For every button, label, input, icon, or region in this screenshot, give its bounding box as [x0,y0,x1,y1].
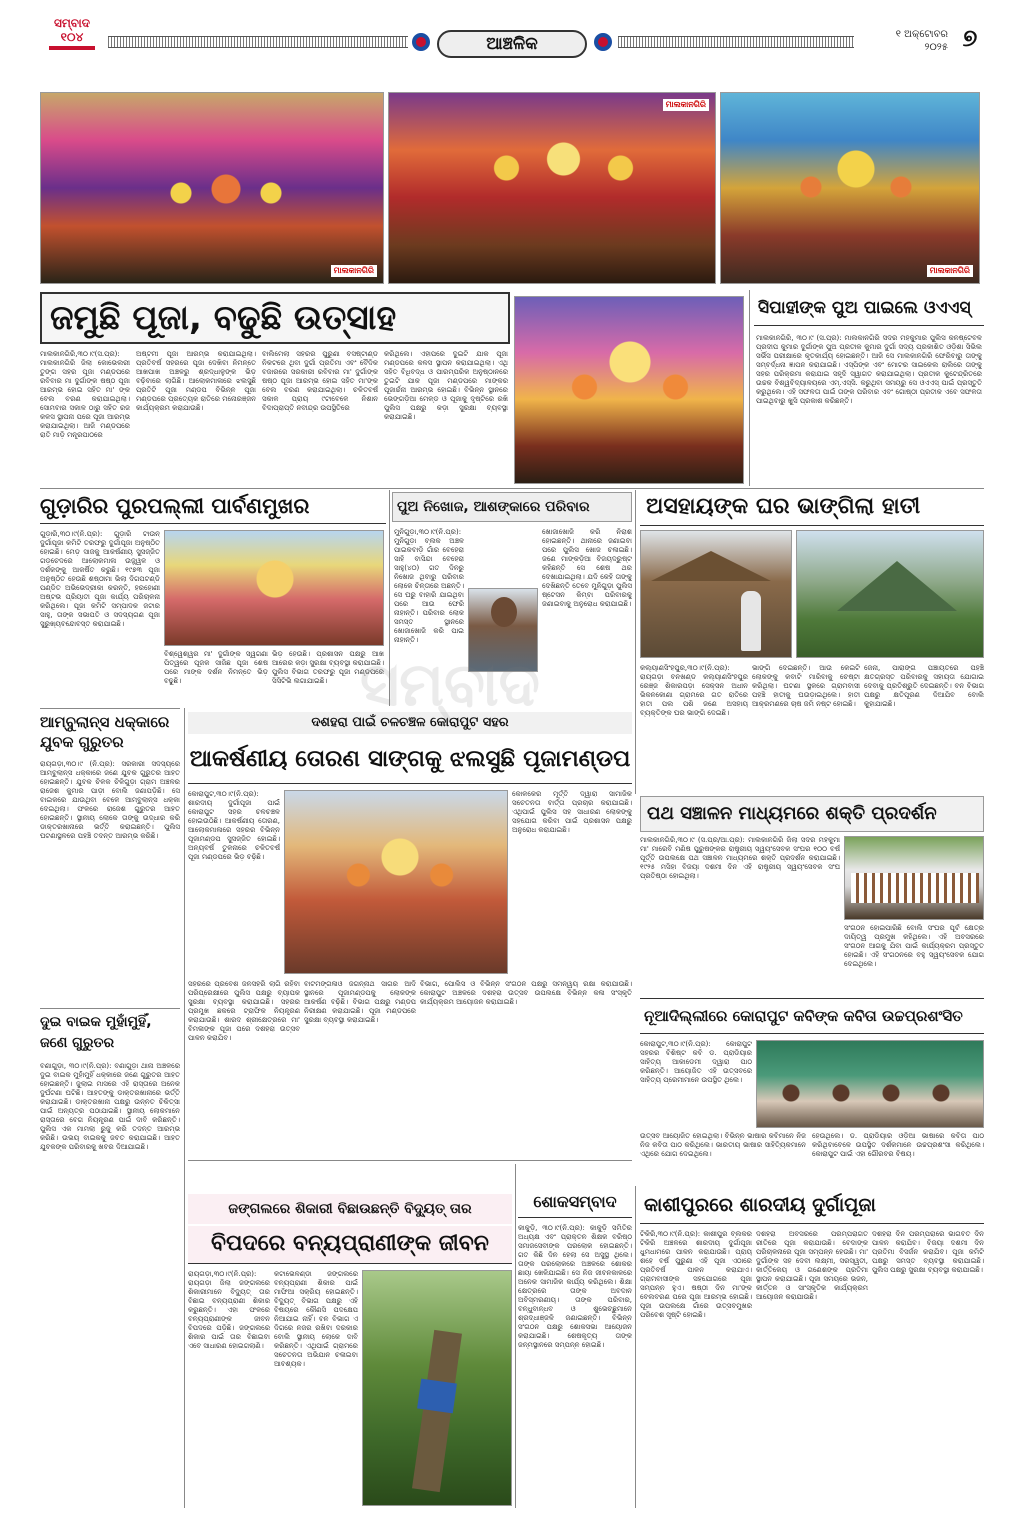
logo-text: ସମ୍ବାଦ ୧୦୪ [54,16,90,44]
photo-hills-forest [796,530,984,658]
lead-story-col-2: ଅଷ୍ଟମୀ ପୂଜା ଆରମ୍ଭ କରାଯାଇଥିଲା। ପ୍ରତିବର୍ଷ ସହରରେ ପୂଜା ଦେଖିବା ନିମନ୍ତେ ଆଖପାଖ ଅଞ୍ଚଳରୁ ଶ୍ରଦ୍ଧାଳୁଙ୍କ ଭିଡ଼ ବଢ଼ିବାରେ ଲାଗିଛି। ଆଲୋକମାଳାରେ ଝଲସୁଛି ପ୍ରତିଟି ପୂଜା ମଣ୍ଡପ ବିଭିନ୍ନ ପୂଜା ମଣ୍ଡପରେ ପ୍ରତେ୍ୟକ ରାତିରେ ମନୋରଞ୍ଜନ କାର୍ଯ୍ୟକ୍ରମ କରାଯାଉଛି। [136,350,256,412]
crowd-rows-icon [851,873,979,903]
idol-figures-2 [459,123,649,213]
ambulance-story-body: ରାୟଗଡ଼ା,୩୦।୯ (ନି.ପ୍ର): ସରକାରୀ ସଦସ୍ୟରେ ଆମ୍ବୁଲାନ୍ସ ଧକ୍କାରେ ଜଣେ ଯୁବକ ଗୁରୁତର ଆହତ ହୋଇଛନ୍ତି। ଯୁବକ ଚିଳକ ଚିଳିଗୁଡ଼ା ଗ୍ରାମ ଅଞ୍ଚଳର ରାଜେଶ କୁମାର ପାଡ଼ୀ ବୋଲି ଜଣାପଡ଼ିଛି। ସେ ବାଇକରେ ଯାଉଥିବା ବେଳେ ଆମ୍ବୁଲାନ୍ସ ଧକ୍କା ଦେଇଥିଲା। ଫଳରେ ରାଜେଶ ଗୁରୁତର ଆହତ ହୋଇଛନ୍ତି। ସ୍ଥାନୀୟ ଲୋକେ ତାଙ୍କୁ ଉଦ୍ଧାର କରି ଡାକ୍ତରଖାନାରେ ଭର୍ତ୍ତି କରାଇଛନ୍ତି। ପୁଲିସ ଘଟଣାସ୍ଥଳରେ ପହଞ୍ଚି ତଦନ୍ତ ଆରମ୍ଭ କରିଛି। [40,760,180,840]
missing-story-headline: ପୁଅ ନିଖୋଜ, ଆଶଙ୍କାରେ ପରିବାର [397,499,590,515]
photo-location-tag-3: ମାଲକାନଗିରି [927,265,973,277]
elephant-story-col-2: ଭାଙ୍ଗି ଦେଇଛନ୍ତି। ଆଉ କେଇଟି ଲୋକଙ୍କୁ କବାଟି ମାରିବାକୁ ଚେଷ୍ଟା କରିଥିଲା। ଘଟଣା ସ୍ଥଳରେ ଗ୍ରାମବାସୀ ପହଞ୍ଚି ହାତୀକୁ ଘଉଡ଼ାଇଥିଲେ। ହାତୀ ଆକ୍ରମଣରେ ଚାଷ ଜମି ନଷ୍ଟ ହୋଇଛି। [752,664,860,708]
divider-missing-elephant [635,490,636,794]
masthead-right-dot-icon [594,33,612,51]
ambulance-story-headline: ଆମ୍ବୁଲାନ୍ସ ଧକ୍କାରେ ଯୁବକ ଗୁରୁତର [40,713,170,751]
idol-figures-1 [151,153,301,233]
kashipur-col-3: ଦଶହରା ଦିନ ପରମ୍ପରାରେ ଭାଗବତ ଦିନ ପାଳନ କରାଯିବ। ବିଜୟା ଦଶମୀ ଦିନ ପ୍ରତିମା ବିସର୍ଜନ କରାଯିବ। ପୂଜା କମିଟି ପକ୍ଷରୁ ସମସ୍ତ ବ୍ୟବସ୍ଥା କରାଯାଇଛି। ପୁଲିସ ପକ୍ଷରୁ ସୁରକ୍ଷା ବ୍ୟବସ୍ଥା କରାଯାଇଛି। [872,1230,984,1274]
koraput-col-5: ବିଭାଗ, ପୋଲିସ ଓ ବିଭିନ୍ନ ସଂଗଠନ ପକ୍ଷରୁ ସମନ୍ୱୟ ରକ୍ଷା କରାଯାଉଛି। କୋରାପୁଟ ଅଞ୍ଚଳରେ ଦଶହରା ଉତ୍ସବ ଉପଲକ୍ଷେ ବିଭିନ୍ନ କଳା ସଂସ୍କୃତି କାର୍ଯ୍ୟକ୍ରମ ଆୟୋଜନ କରାଯାଇଛି। [420,980,632,1006]
lead-story-headline: ଜମୁଛି ପୂଜା, ବଢୁଛି ଉତ୍ସାହ [50,298,397,338]
elephant-story-col-1: କଲ୍ୟାଣସିଂହପୁର,୩୦।୯(ନି.ପ୍ର): ରାୟଗଡ଼ା ବନଖଣ୍ଡ କଲ୍ୟାଣସିଂହପୁର ରେଞ୍ଜ ଶିକାରପଡ଼ା ସେକ୍ସନ ଅଧୀନ ଭିକନକୋଣା ଗ୍ରାମରେ ଗତ ରାତିରେ ହାତୀ ପଲ ପଶି ଜଣେ ଅସହାୟ ବ୍ୟକ୍ତିଙ୍କ ଘର ଭାଙ୍ଗି ଦେଇଛି। [640,664,748,717]
watermark-logo: ସମ୍ବାଦ [360,650,540,720]
missing-story-col-2: ଖୋଜାଖୋଜି କରି ନିରାଶ ହୋଇଛନ୍ତି। ଥାନାରେ ଜଣାଇବା ପରେ ପୁଲିସ ଖୋଜ ଚଳାଇଛି। ଜଣେ ମାଙ୍କଡ଼ିଆ ବିଜୟଦ୍ରୁଷ୍ଟ କହିଛନ୍ତି ସେ ଶେଷ ଥର ଦେଖାଯାଇଥିଲା। ଯଦି କେହି ତାଙ୍କୁ ଦେଖିଛନ୍ତି ତେବେ ମୁନିଗୁଡ଼ା ପୁଲିସ ଷ୍ଟେସନ କିମ୍ବା ପରିବାରକୁ ଜଣାଇବାକୁ ଅନୁରୋଧ କରାଯାଇଛି। [542,528,632,608]
elephant-story-col-3: ଜେନା, ପାରାଙ୍ଗ ପଞ୍ଚାୟତରେ ପହଞ୍ଚି କ୍ଷତଗ୍ରସ୍ତ ପରିବାରକୁ ସହାୟତା ଯୋଗାଇ ଦେବାକୁ ପ୍ରତିଶ୍ରୁତି ଦେଇଛନ୍ତି। ବନ ବିଭାଗ ପକ୍ଷରୁ କ୍ଷତିପୂରଣ ଦିଆଯିବ ବୋଲି କୁହାଯାଇଛି। [864,664,984,708]
koraput-headline: ଆକର୍ଷଣୀୟ ତୋରଣ ସାଙ୍ଗକୁ ଝଲସୁଛି ପୂଜାମଣ୍ଡପ [189,746,631,772]
photo-koraput-mandap [284,790,508,974]
wire-wrap-icon [417,1379,457,1414]
photo-lead-story-idol [514,296,744,484]
avatar-head-icon [491,597,517,627]
divider-shock-kashipur [635,1186,636,1508]
masthead [0,0,1024,86]
lead-story-col-1: ମାଲକାନଗିରି,୩୦।୯(ସ.ପ୍ର): ମାଲକାନଗିରି ଜିଲା କୋଭେଲରୀ ତୁଙ୍ଗ ସହର ପୂଜା ମଣ୍ଡପରେ ରବିବାର ମା ଦୁର୍ଗାଙ୍କ ଷଷ୍ଠ ପୂଜା ଆରମ୍ଭ ହୋଇ ସହିତ ମା' ଙ୍କ ବେଲ ବରଣ କରାଯାଇଥିଲା। ସୋମବାର ସକାଳ ଠାରୁ ସହିତ ରଜ କଳସ ସ୍ଥାପନା ପରେ ପୂଜା ଆରମ୍ଭ କରାଯାଇଥିଲା। ଆଜି ମଣ୍ଡପରେ ରାତି ମାଡ଼ି ମନ୍ତ୍ରପାଠରେ [40,350,130,439]
koraput-kicker: ଦଶହରା ପାଇଁ ଚଳଚଞ୍ଚଳ କୋରାପୁଟ ସହର [311,715,509,730]
rally-story-headline: ପଥ ସଞ୍ଚାଳନ ମାଧ୍ୟମରେ ଶକ୍ତି ପ୍ରଦର୍ଶନ [647,803,937,824]
divider-wildlife-top [188,1160,632,1161]
newspaper-logo [42,16,102,56]
koraput-col-1: କୋରାପୁଟ,୩୦।୯(ନି.ପ୍ର): ଶାରଦୀୟ ଦୁର୍ଗାପୂଜା ପାଇଁ କୋରାପୁଟ ସହର ଚଳଚଞ୍ଚଳ ହୋଇଉଠିଛି। ଆକର୍ଷଣୀୟ ତୋରଣ, ଆଲୋକମାଳାରେ ସହରର ବିଭିନ୍ନ ପୂଜାମଣ୍ଡପ ସୁସଜ୍ଜିତ ହୋଇଛି। ଅନ୍ୟବର୍ଷ ତୁଳନାରେ ଚଳିତବର୍ଷ ପୂଜା ମଣ୍ଡପରେ ଭିଡ଼ ବଢ଼ିଛି। [188,790,280,861]
rally-story-headline-box [640,796,984,832]
photo-location-tag-2: ମାଲକାନଗିରି [663,99,709,111]
shock-story-headline-box [518,1188,632,1218]
logo-bar-icon [49,46,95,50]
koraput-headline-box [188,736,632,784]
koraput-col-2: କୋଳକେର ମୂର୍ତ୍ତି ଦ୍ୱାରା ସାମାଜିକ ସଚେତନତା ବାର୍ତ୍ତା ପ୍ରଚାର କରାଯାଇଛି। ଏଥିପାଇଁ ପୁଲିସ ସହ ସାଧାରଣ ଲୋକଙ୍କୁ ସହଯୋଗ କରିବା ପାଇଁ ପ୍ରଶାସନ ପକ୍ଷରୁ ଅନୁରୋଧ କରାଯାଇଛି। [512,790,632,834]
lead-story-col-4: କରିଥିଲେ। ଏହାପରେ ଦୁଇଟି ଯାକ ପୂଜା ମଣ୍ଡପରେ କଳସ ସ୍ଥାପନ କରାଯାଇଥିଲା। ଏଥି ସହିତ ବିଧିବଦ୍ଧ ଓ ପାରମ୍ପରିକ ଅନୁଷ୍ଠାନରେ ତୁଇଟି ଯାକ ପୂଜା ମଣ୍ଡପରେ ମାଙ୍କର ପୂଜାର୍ଚ୍ଚନା ଆରମ୍ଭ ହୋଇଛି। ବିଭିନ୍ନ ସ୍ଥାନରେ ଭେଙ୍ଗଡ଼ିଆ ମେଳ୍ଡ ଓ ପୂଜାକୁ ଦୃଷ୍ଟିରେ ରଖି ପୁଲିସ ପକ୍ଷରୁ କଡ଼ା ସୁରକ୍ଷା ବ୍ୟବସ୍ଥା କରାଯାଇଛି। [384,350,508,421]
date-text: ୧ ଅକ୍ଟୋବର [895,29,948,40]
photo-durga-mandap-1 [40,92,384,284]
gudari-story-headline: ଗୁଡ଼ାରିର ପୁରପଲ୍ଲୀ ପାର୍ବଣମୁଖର [40,494,310,518]
delhi-story-headline-box [640,998,984,1034]
photo-damaged-house [640,530,792,658]
section-title: ଆଞ୍ଚଳିକ [486,34,538,54]
person-figure-icon [741,591,761,651]
speakers-row-icon [771,1081,971,1121]
hill-shape-icon [837,561,957,611]
house-roof-icon [651,551,771,581]
delhi-story-col-1: କୋରାପୁଟ,୩୦।୯(ନି.ପ୍ର): କୋରାପୁଟ ସହରର ବିଶିଷ୍ଟ କବି ଡ. ପ୍ରାଡିୟାର ସାହିତ୍ୟ ଆକାଡେମୀ ଦ୍ୱାରା ପାଠ କରିଛନ୍ତି। ଆୟୋଜିତ ଏହି ଉତ୍ସବରେ ସାହିତ୍ୟ ପ୍ରେମୀମାନେ ଉପସ୍ଥିତ ଥିଲେ। [640,1040,752,1084]
delhi-story-col-3: ହେଉଥିଲେ। ଡ. ପ୍ରାଡିୟାର ଓଡ଼ିଆ ଭାଷାରେ କବିତା ପାଠ କରିଥିବାବେଳେ ଉପସ୍ଥିତ ଦର୍ଶକମାନେ ଉଚ୍ଚପ୍ରଶଂସା କରିଥିଲେ। କୋରାପୁଟ ପାଇଁ ଏହା ଗୌରବର ବିଷୟ। [812,1132,984,1158]
gudari-story-headline-box [40,490,386,524]
gudari-story-body-2: ଭିଡ଼ ହେଉଛି। ପ୍ରଶାସନ ପକ୍ଷରୁ ଆଖ ଆରେର କଡ଼ା ସୁରକ୍ଷା ବ୍ୟବସ୍ଥା କରାଯାଇଛି। ପୁଲିସ ବିଭାଗ ତରଫରୁ ପୂଜା ମଣ୍ଡପରେ ସିସିଟିଭି ଲଗାଯାଇଛି। [272,650,384,685]
masthead-right-rule [618,36,854,48]
gudari-story-body: ଗୁଡ଼ାରି,୩୦।୯(ନି.ପ୍ର): ଗୁଡ଼ାରି ଟାଉନ୍ ଦୁର୍ଗାପୂଜା କମିଟି ତରଫରୁ ଦୁର୍ଗାପୂଜା ଅନୁଷ୍ଠିତ ହୋଇଛି। ମେଡ଼ ସାଜକୁ ଆକର୍ଷଣୀୟ ସୁସଜ୍ଜିତ ଗଡ଼ଚେଦରେ ଆଲୋକମାଳା ଉଜ୍ଜ୍ୱଳ ଓ ଦର୍ଶକଙ୍କୁ ଆକର୍ଷିତ କରୁଛି। ୧୯୭୩ ପୂଜା ଅନୁଷ୍ଠିତ ହେଉଛି ଶଷ୍ଠୀମା ଭିଲା ଦିଗପଟଣ୍ଡି ପଣ୍ଡିତ ଅଭିଭେଦ୍ରୀକା କରନ୍ତି, ହରହୋଣୀ ଅଷ୍ଟଭ ପ୍ରିୟାତୀ ପୂଜା କାର୍ଯ୍ୟ ପରିଚାଳନା କରିଥିଲେ। ପୂଜା କମିଟି ସମ୍ପାଦକ ଜଟାର ସାହୁ, ତାଙ୍କ ସଭାପତି ଓ ସଦସ୍ୟଗଣ ପୂଜା ସୁରୁଖ୍ୟବନ୍ଦୋବସ୍ତ କରାଯାଇଛି। [40,530,160,628]
lead-story-headline-box [40,292,510,344]
idol-figures-gudari [235,551,315,621]
sipahi-story-headline: ସିପାହୀଙ୍କ ପୁଅ ପାଇଲେ ଓଏଏସ୍ [758,298,971,318]
gudari-photo-caption: ବିଶ୍ୱେଶ୍ୱର ମା' ଦୁର୍ଗାଙ୍କ ସ୍ୱଗଣା ପିତ୍ୱରେ ପୂଜକ ସାଜିଛ ପୂଜା ଶେଷ ପରେ ମାଙ୍କ ଦର୍ଶନ ନିମନ୍ତେ ଭିଡ଼ ବଢୁଛି। [164,650,268,685]
wildlife-headline: ବିପଦରେ ବନ୍ୟପ୍ରାଣୀଙ୍କ ଜୀବନ [211,1231,489,1256]
idol-figures-koraput [335,821,465,911]
bike-story-body: ବଣାଗୁଡ଼ା, ୩୦।୯(ନି.ପ୍ର): ବଣାଗୁଡ଼ା ଥାନା ଅଞ୍ଚଳରେ ଦୁଇ ବାଇକ ମୁହାଁମୁହିଁ ଧକ୍କାରେ ଜଣେ ଗୁରୁତର ଆହତ ହୋଇଛନ୍ତି। ଜୁଲାଇ ମାସରେ ଏହି ରାସ୍ତାରେ ଅନେକ ଦୁର୍ଘଟଣା ଘଟିଛି। ଆହତଙ୍କୁ ଡାକ୍ତରଖାନାରେ ଭର୍ତ୍ତି କରାଯାଇଛି। ଡାକ୍ତରଖାନା ପକ୍ଷରୁ ଉନ୍ନତ ଚିକିତ୍ସା ପାଇଁ ଅନ୍ୟତ୍ର ପଠାଯାଇଛି। ସ୍ଥାନୀୟ ଲୋକମାନେ ରାସ୍ତାରେ ବେଗ ନିୟନ୍ତ୍ରଣ ପାଇଁ ଦାବି କରିଛନ୍ତି। ପୁଲିସ ଏକ ମାମଲା ରୁଜୁ କରି ତଦନ୍ତ ଆରମ୍ଭ କରିଛି। ଉଭୟ ବାଇକକୁ ଜବତ କରାଯାଇଛି। ଆହତ ଯୁବକଙ୍କ ପରିବାରକୁ ଖବର ଦିଆଯାଇଛି। [40,1062,180,1151]
wildlife-col-1: ରାୟଗଡ଼ା,୩୦।୯(ନି.ପ୍ର): ରାୟଗଡ଼ା ଜିଲା ଜଙ୍ଗଲରେ ଶିକାରୀମାନେ ବିଦ୍ୟୁତ୍ ତାର ବିଛାଇ ବନ୍ୟପ୍ରାଣୀ ଶିକାର କରୁଛନ୍ତି। ଏହା ଫଳରେ ବନ୍ୟପ୍ରାଣୀଙ୍କ ଜୀବନ ବିପଦରେ ପଡ଼ିଛି। ଜଙ୍ଗଲରେ ଶିକାର ପାଇଁ ତାର ବିଛାଇବା ଏବେ ସାଧାରଣ ହୋଇଗଲାଣି। [188,1270,270,1350]
photo-forest-electric-wire [362,1270,512,1506]
shock-story-headline: ଶୋକସମ୍ବାଦ [533,1192,617,1211]
sipahi-story-headline-box [754,292,984,326]
missing-story-headline-box [392,492,632,522]
photo-durga-mandap-3 [720,92,980,284]
divider-wildlife-shock [515,1164,516,1508]
wildlife-kicker: ଜଙ୍ଗଲରେ ଶିକାରୀ ବିଛାଉଛନ୍ତି ବିଦ୍ୟୁତ୍ ତାର [228,1201,472,1217]
wildlife-col-2: କଟାଭେଳଣ୍ଡା ଜଙ୍ଗଲରେ ବନ୍ୟପ୍ରାଣୀ ଶିକାର ପାଇଁ ମାଫିଆ ସକ୍ରିୟ ହୋଇଛନ୍ତି। ବିଦ୍ୟୁତ୍ ବିଭାଗ ପକ୍ଷରୁ ଏହି ବିଷୟରେ କୌଣସି ପଦକ୍ଷେପ ନିଆଯାଇ ନାହିଁ। ବନ ବିଭାଗ ଏ ଦିଗରେ ନଜର ରଖିବା ଦରକାର ବୋଲି ସ୍ଥାନୀୟ ଲୋକେ ଦାବି କରିଛନ୍ତି। ଏଥିପାଇଁ ଗ୍ରାମରେ ସଚେତନତା ଅଭିଯାନ ଚଳାଇବା ଆବଶ୍ୟକ। [274,1270,358,1368]
wildlife-kicker-box [188,1194,512,1224]
rally-story-col-1: ମାଲକାନଗିରି,୩୦।୯ (ସ.ପ୍ର/ଆ.ପ୍ର): ମାଲକାନଗିରି ଜିଲା ସଦର ମହକୁମା ମା' ମାରେବି ମଣିଷ ପୁରୁଷଙ୍କର ରାଷ୍ଟ୍ରୀୟ ସ୍ୱୟଂସେବକ ସଂଘର ୧୦୦ ବର୍ଷ ପୂର୍ତ୍ତି ଉପଲକ୍ଷେ ପଥ ସଞ୍ଚାଳନ ମାଧ୍ୟମରେ ଶକ୍ତି ପ୍ରଦର୍ଶନ କରାଯାଇଛି। ୧୯୨୫ ମସିହା ବିଜୟା ଦଶମୀ ଦିନ ଏହି ରାଷ୍ଟ୍ରୀୟ ସ୍ୱୟଂସେବକ ସଂଘ ପ୍ରତିଷ୍ଠା ହୋଇଥିଲା। [640,836,840,880]
kashipur-col-1: ଟିକିରି,୩୦।୯(ନି.ପ୍ର): କାଶୀପୁର ବ୍ଲକର ଟିକିରି ଅଞ୍ଚଳରେ ଶାରଦୀୟ ଦୁର୍ଗାପୂଜା ଧୁମଧାମରେ ପାଳନ କରାଯାଉଛି। ପ୍ରାୟ ଶହେ ବର୍ଷ ପୁରୁଣା ଏହି ପୂଜା ଏଠାରେ ପ୍ରତିବର୍ଷ ପାଳନ କରାଯାଏ। ଗ୍ରାମବାସୀଙ୍କ ସହଯୋଗରେ ପୂଜା ସମ୍ପନ୍ନ ହୁଏ। ଷଷ୍ଠୀ ଦିନ ମା'ଙ୍କ ବେଲବରଣ ପରେ ପୂଜା ଆରମ୍ଭ ହୋଇଛି। ପୂଜା ଉପଲକ୍ଷେ ଗାଁରେ ଉତ୍ସବମୁଖର ପରିବେଶ ସୃଷ୍ଟି ହୋଇଛି। [640,1230,752,1319]
shock-story-body: କାକୁଡ଼ି, ୩୦।୯(ନି.ପ୍ର): କାକୁଡ଼ି ସମିତିର ଅଧ୍ୟକ୍ଷ ଏବଂ ପ୍ରାକ୍ତନ ଶିକ୍ଷକ ବରିଷ୍ଠ ସମାଜସେବୀଙ୍କ ପରଲୋକ ହୋଇଛନ୍ତି। ଗତ କିଛି ଦିନ ହେଲା ସେ ଅସୁସ୍ଥ ଥିଲେ। ତାଙ୍କ ପରଲୋକରେ ଅଞ୍ଚଳରେ ଶୋକର ଛାୟା ଖେଳିଯାଇଛି। ସେ ନିଜ ଜୀବନକାଳରେ ଅନେକ ସାମାଜିକ କାର୍ଯ୍ୟ କରିଥିଲେ। ଶିକ୍ଷା କ୍ଷେତ୍ରରେ ତାଙ୍କ ଅବଦାନ ଅବିସ୍ମରଣୀୟ। ତାଙ୍କ ପରିବାର, ବନ୍ଧୁବାନ୍ଧବ ଓ ଶୁଭେଚ୍ଛୁମାନେ ଶ୍ରଦ୍ଧାଞ୍ଜଳି ଜଣାଇଛନ୍ତି। ବିଭିନ୍ନ ସଂଗଠନ ପକ୍ଷରୁ ଶୋକସଭା ଆୟୋଜନ କରାଯାଇଛି। ଶେଷକୃତ୍ୟ ତାଙ୍କ ଜନ୍ମସ୍ଥାନରେ ସମ୍ପନ୍ନ ହୋଇଛି। [518,1224,632,1349]
divider-row-2 [40,488,984,489]
kashipur-col-2: ଦଶହରା ଅବସରରେ ପରମ୍ପରାଗତ ରୀତିରେ ପୂଜା କରାଯାଉଛି। ବେଦାଙ୍କ ପରିଚାଳନାରେ ପୂଜା ସମ୍ପନ୍ନ ହେଉଛି। ମା' ଦୁର୍ଗାଙ୍କ ସହ ଦେବୀ ଲକ୍ଷ୍ମୀ, ସରସ୍ୱତୀ, କାର୍ତ୍ତିକେୟ ଓ ଗଣେଶଙ୍କ ପ୍ରତିମା ସ୍ଥାପନ କରାଯାଇଛି। ପୂଜା ସମୟରେ ଭଜନ, କୀର୍ତ୍ତନ ଓ ସାଂସ୍କୃତିକ କାର୍ଯ୍ୟକ୍ରମ ଆୟୋଜନ କରାଯାଉଛି। [756,1230,868,1301]
idol-figures-3 [781,133,931,223]
koraput-col-3: ସହରରେ ପ୍ରବେଶ ଜନସହରି ଲାଗି ରହିବା ପରିପ୍ରେକ୍ଷୀରେ ପୁଲିସ ପକ୍ଷରୁ ବ୍ୟାପକ ସୁରକ୍ଷା ବ୍ୟବସ୍ଥା କରାଯାଇଛି। ସହରର ପ୍ରମୁଖ ଛକରେ ଟ୍ରାଫିକ ନିୟନ୍ତ୍ରଣ କରାଯାଉଛି। ଶାରଦ ଶ୍ରୀକ୍ଷେତ୍ରରେ ମା' ବିମଳାଙ୍କ ପୂଜା ପରେ ଦଶହରା ଉତ୍ସବ ପାଳନ କରାଯିବ। [188,980,300,1042]
kashipur-story-headline-box [640,1188,984,1224]
divider-lead-right [749,290,750,486]
bike-story-headline-box [40,1012,180,1058]
issue-date [860,28,948,54]
photo-delhi-stage [756,1040,984,1128]
masthead-left-rule [108,36,408,48]
idol-figures-lead [565,327,695,427]
divider-left-column [184,708,185,1508]
year-text: ୨୦୨୫ [924,42,948,53]
divider-bike-top [40,1008,180,1009]
elephant-story-headline-box [640,490,984,526]
photo-gudari-mandap [164,530,384,646]
sipahi-story-body: ମାଲକାନଗିରି, ୩୦।୯ (ସ.ପ୍ର): ମାଲକାନଗିରି ସଦର ମହକୁମାର ପୁଲିସ କନଷ୍ଟେବଳ ପ୍ରଦୀପ କୁମାର ଦୁର୍ଗାଙ୍କ ପୁଅ ପ୍ରତୀକ କୁମାର ଦୁର୍ଗା ସଦ୍ୟ ପ୍ରକାଶିତ ଓଡ଼ିଶା ସିଭିଲ ସର୍ଭିସ ପରୀକ୍ଷାରେ କୃତକାର୍ଯ୍ୟ ହୋଇଛନ୍ତି। ଆଜି ସେ ମାଲକାନଗିରି ଫେରିବାରୁ ତାଙ୍କୁ ସମ୍ବର୍ଦ୍ଧନା ଜ୍ଞାପନ କରାଯାଇଛି। ଏସ୍ପିଙ୍କ ଏବଂ ମୋଟର ସାଇକେଲ ରାଲିରେ ତାଙ୍କୁ ସହର ପରିକ୍ରମା କରାଯାଇ ସହୃଦି ସ୍ୱାଗତ କରାଯାଇଥିଲା। ପ୍ରତୀକ କୁଟେନ୍ଦ୍ରିତରେ ଉଚ୍ଚକ ବିଶ୍ୱବିଦ୍ୟାଳୟରେ ଏମ୍.ଏସ୍‌ସି. କରୁଥିବା ସମୟରୁ ସେ ଓଏଏସ୍ ପାଇଁ ପ୍ରସ୍ତୁତି କରୁଥିଲେ। ଏହି ସଫଳତା ପାଇଁ ତାଙ୍କ ପରିବାର ଏବଂ ଗୋଷ୍ଠୀ ପ୍ରତୀକ ଏବେ ସଫଳତା ପାଇଥିବାରୁ ଖୁସି ପ୍ରକାଶ କରିଛନ୍ତି। [756,334,982,405]
lead-story-col-3: ବାଲିମେଲା ସହରର ପୁରୁଣା ବସଷ୍ଟାଣ୍ଡ ନିକଟରେ ଥିବା ଦୁର୍ଗା ପ୍ରତିମା ଏବଂ ବୈଦିକ ବଜାରରେ ସରକାରୀ ରବିବାର ମା' ଦୁର୍ଗାଙ୍କ ଷଷ୍ଠ ପୂଜା ଆରମ୍ଭ ହୋଇ ସହିତ ମା'ଙ୍କ ବେଲ ବରଣ କରାଯାଇଥିଲା। ଚଳିତବର୍ଷ ସକାଳ ପ୍ରାୟ ୯ଟାବେଳେ ନିଶାନ ବିଦାପ୍ରାପ୍ତି ନବୀନ୍ଦ୍ର ଉପସ୍ଥିତିରେ [262,350,378,412]
missing-story-col-1: ମୁନିଗୁଡ଼ା,୩୦।୯(ନି.ପ୍ର): ମୁନିଗୁଡ଼ା ବ୍ଲକ ଅଞ୍ଚଳ ପାଇକବାଡ଼ି ଗାଁର ବେହେରା ସାହି ବାସିନ୍ଦା ବେହେରା ସାହୁ(୪୦) ଗତ ଦିନରୁ ନିଖୋଜ ଥିବାରୁ ପରିବାର ଲୋକେ ଚିନ୍ତାରେ ଅଛନ୍ତି। ସେ ଘରୁ ବାହାରି ଯାଇଥିବା ପରେ ଆଉ ଫେରି ନାହାନ୍ତି। ପରିବାର ଲୋକ ସମସ୍ତ ସ୍ଥାନରେ ଖୋଜାଖୋଜି କରି ପାଇ ନାହାନ୍ତି। [394,528,464,644]
wildlife-headline-box [188,1226,512,1264]
koraput-col-4: ବାଟମଙ୍ଗଳାଓ ଜଗନ୍ନାଥ ସାଗର ଆଦି ସ୍ଥାନରେ ପୂଜାମଣ୍ଡପକୁ ଲୋକଙ୍କ ଆକର୍ଷଣ ବଢ଼ିଛି। ବିଭାଗ ପକ୍ଷରୁ ମଣ୍ଡପ ନିରୀକ୍ଷଣ କରାଯାଇଛି। ପୂଜା ମଣ୍ଡପରେ ସୁରକ୍ଷା ବ୍ୟବସ୍ଥା କରାଯାଇଛି। [304,980,416,1024]
masthead-left-dot-icon [412,33,430,51]
delhi-story-headline: ନୂଆଦିଲ୍ଲୀରେ କୋରାପୁଟ କବିଙ୍କ କବିତା ଉଚ୍ଚପ୍ରଶଂସିତ [644,1007,963,1025]
page-number: ୭ [962,24,978,52]
ambulance-story-headline-box [40,712,180,756]
rally-story-col-2: ସଂଗଠନ ହୋଇପାରିଛି ବୋଲି ସଂଘର ପୂର୍ବ କ୍ଷେତ୍ର ଦାୟିତ୍ୱ ପ୍ରମୁଖ କହିଥିଲେ। ଏହି ଅବସରରେ ସଂଗଠନ ଆଗକୁ ଯିବା ପାଇଁ କାର୍ଯ୍ୟକ୍ରମ ପ୍ରସ୍ତୁତ ହୋଇଛି। ଏହି ସଂଗଠନରେ ବହୁ ସ୍ୱୟଂସେବକ ଯୋଗ ଦେଇଥିଲେ। [844,924,984,968]
kashipur-story-headline: କାଶୀପୁରରେ ଶାରଦୀୟ ଦୁର୍ଗାପୂଜା [644,1194,876,1216]
photo-location-tag-1: ମାଲକାନଗିରି [331,265,377,277]
photo-rss-rally [844,836,984,920]
divider-ambulance-top [40,708,180,709]
bike-story-headline: ଦୁଇ ବାଇକ ମୁହାଁମୁହିଁ, ଜଣେ ଗୁରୁତର [40,1014,152,1051]
section-title-pill [437,30,587,58]
elephant-story-headline: ଅସହାୟଙ୍କ ଘର ଭାଙ୍ଗିଲା ହାତୀ [646,494,921,519]
delhi-story-col-2: ଉତ୍ସବ ଆୟୋଜିତ ହୋଇଥିଲା। ବିଭିନ୍ନ ଭାଷାର କବିମାନେ ନିଜ ନିଜ କବିତା ପାଠ କରିଥିଲେ। ଭାରତୀୟ ଭାଷାର ସାହିତ୍ୟିକମାନେ ଏଥିରେ ଯୋଗ ଦେଇଥିଲେ। [640,1132,806,1158]
photo-durga-mandap-2 [388,92,716,284]
